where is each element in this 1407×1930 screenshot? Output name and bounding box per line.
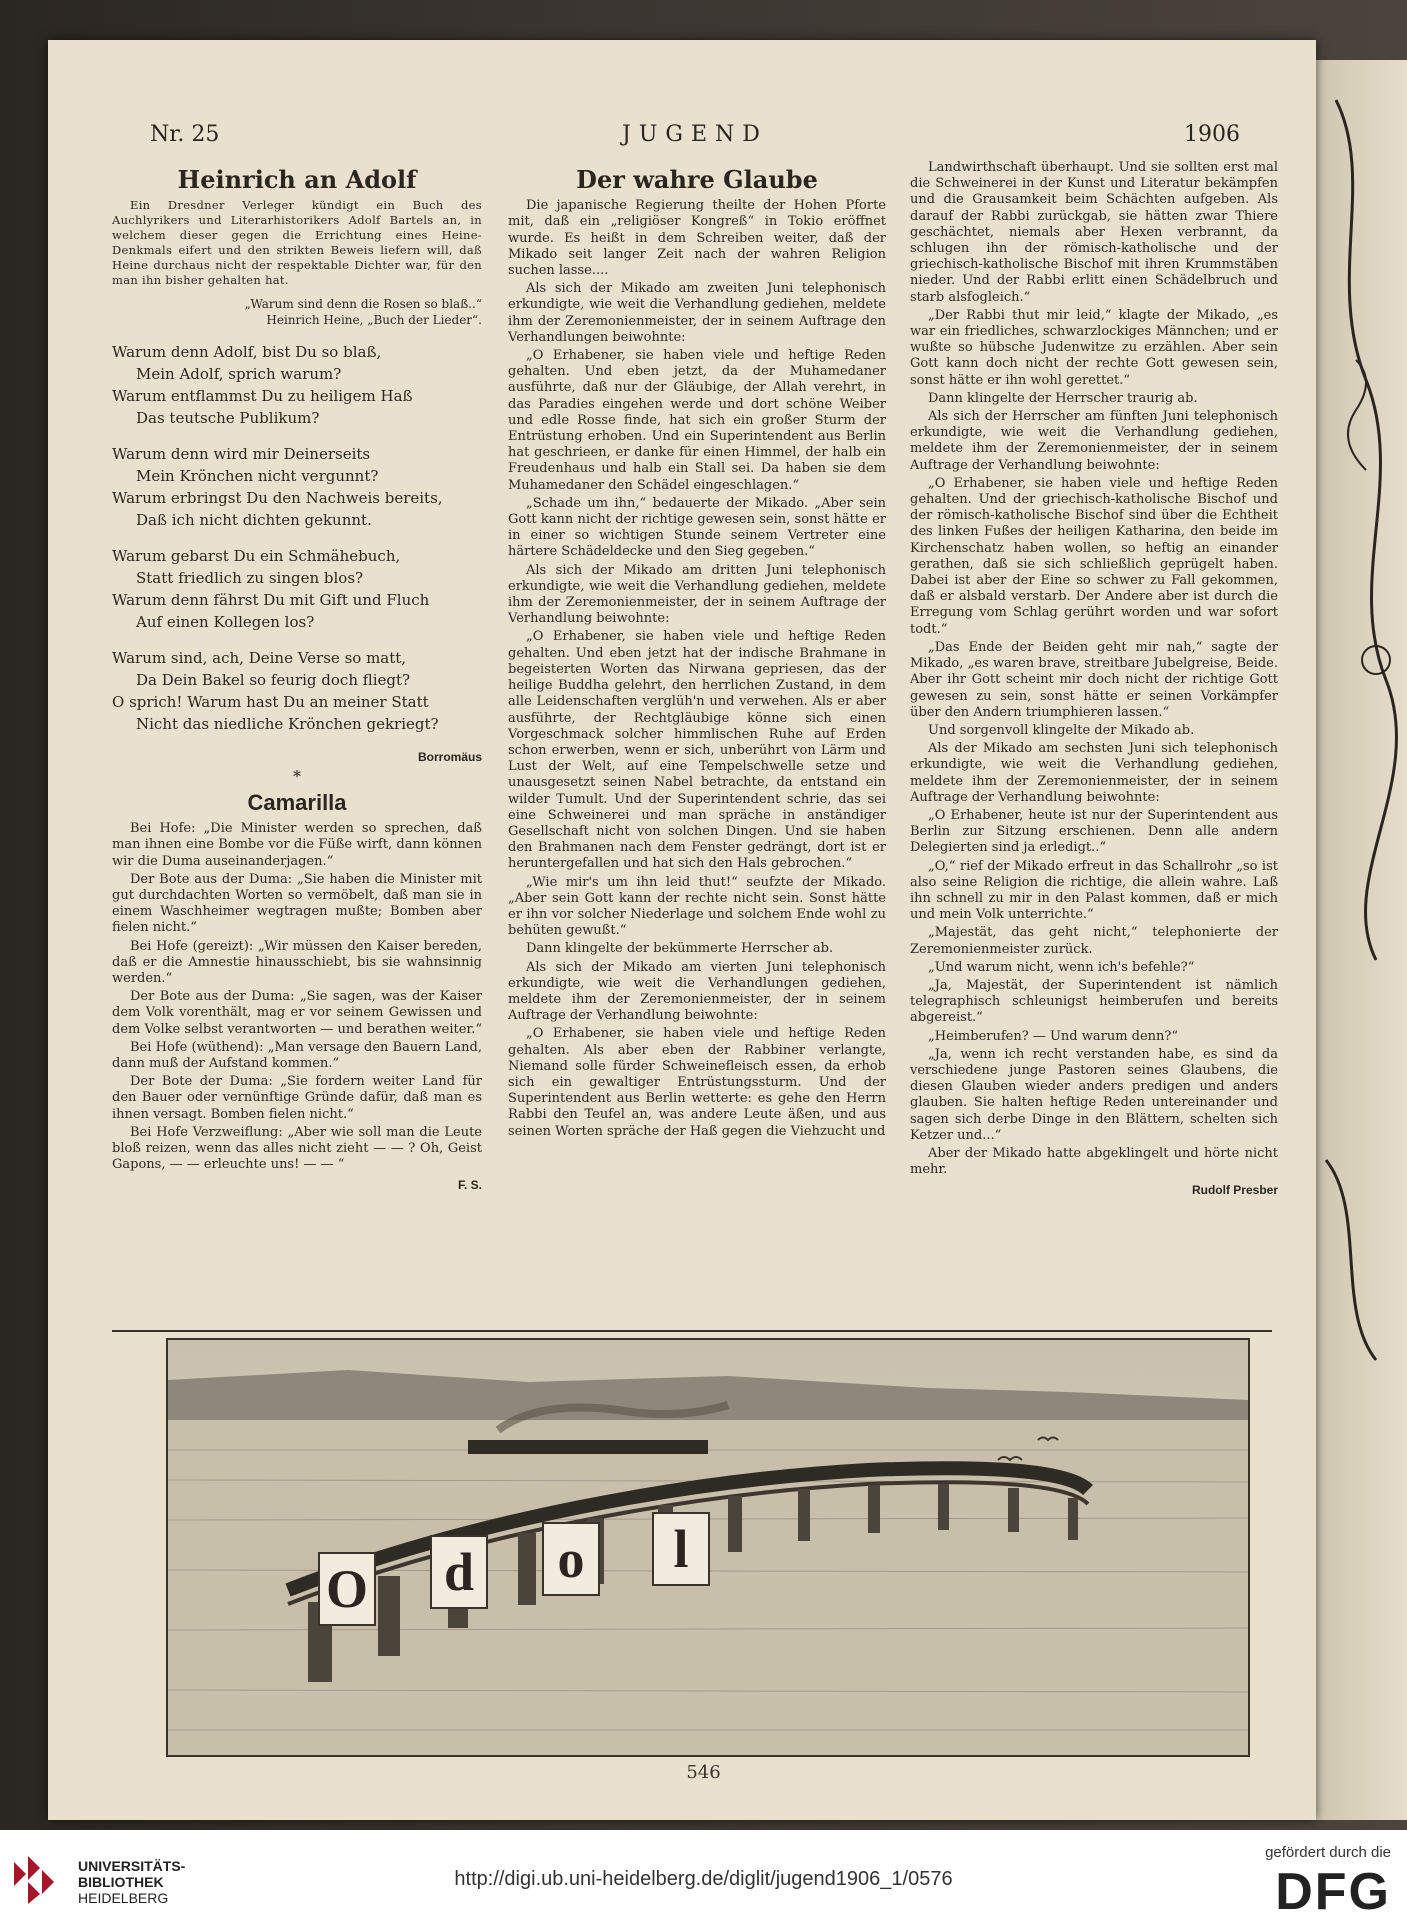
camarilla-title: Camarilla (247, 790, 347, 816)
paragraph: Bei Hofe: „Die Minister werden so sprechen, daß man ihnen eine Bombe vor die Füße wirft, dann können wir die Duma auseinanderjagen.“ (112, 821, 482, 869)
motto-source: Heinrich Heine, „Buch der Lieder“. (266, 313, 482, 328)
paragraph: „Schade um ihn,“ bedauerte der Mikado. „Aber sein Gott kann nicht der richtige gewesen sein, sonst hätte er in einer so wichtigen Stunde seinem Vertreter eine härtere Schädeldecke und den Sieg gegeben.“ (508, 495, 886, 560)
paragraph: „O Erhabener, sie haben viele und heftige Reden gehalten. Und eben jetzt hat der indische Brahmane in begeisterten Worten das Nirwana gepriesen, das der heilige Buddha gelehrt, den herrlichen Zustand, in dem alle Leidenschaften verglüh'n und verwehen. Als er aber ausführte, der Rechtgläubige könne sich einen Vorgeschmack solcher himmlischen Ruhe auf Erden schon erwerben, wenn er sich, unberührt von Lärm und Lust der Welt, auf eine Tempelschwelle setze und unausgesetzt seinen Nabel betrachte, da entstand ein wilder Tumult. Und der Superintendent schrie, das sei eine Schweinerei und man spräche in anständiger Gesellschaft nicht von solchen Dingen. Und sie haben den Brahmanen nach dem Fenster gedrängt, dort ist er heruntergefallen und hat sich den Hals gebrochen.“ (508, 629, 886, 872)
poem-stanza (112, 341, 482, 429)
paragraph: Dann klingelte der Herrscher traurig ab. (928, 390, 1198, 406)
footer-bar (0, 1830, 1407, 1930)
paragraph: Bei Hofe (gereizt): „Wir müssen den Kaiser bereden, daß er die Amnestie hinausschiebt, bis sie wahnsinnig werden.“ (112, 938, 482, 987)
article-title: Der wahre Glaube (576, 165, 818, 194)
magazine-title: JUGEND (622, 122, 768, 147)
paragraph: Bei Hofe (wüthend): „Man versage den Bauern Land, dann muß der Aufstand kommen.“ (112, 1039, 482, 1072)
paragraph: Die japanische Regierung theilte der Hohen Pforte mit, daß ein „religiöser Kongreß“ in Tokio eröffnet wurde. Es heißt in dem Schreiben weiter, daß der Mikado seit langer Zeit nach der wahren Religion suchen lasse.... (508, 198, 886, 279)
section-rule (112, 1330, 1272, 1332)
paragraph: „O Erhabener, sie haben viele und heftige Reden gehalten. Und der griechisch-katholische Bischof und der römisch-katholische Bischof sind über die Echtheit des linken Fußes der heiligen Katharina, den beide im Kirchenschatz haben wollen, so heftig an einander gerathen, daß sie sich schließlich geprügelt haben. Dabei ist aber der Eine so schwer zu Fall gekommen, daß er alsbald verstarb. Der Andere aber ist durch die Erregung vom Schlag gerührt worden und war sofort todt.“ (910, 475, 1278, 637)
paragraph: Aber der Mikado hatte abgeklingelt und hörte nicht mehr. (910, 1145, 1278, 1178)
paragraph: Bei Hofe Verzweiflung: „Aber wie soll man die Leute bloß reizen, wenn das alles nicht zieht — — ? Oh, Geist Gapons, — — erleuchte uns! — — “ (112, 1124, 482, 1173)
dfg-logo: DFG (1275, 1863, 1391, 1921)
camarilla-body (112, 821, 482, 1173)
poem-intro: Ein Dresdner Verleger kündigt ein Buch des Auchlyrikers und Literarhistorikers Adolf Bartels an, in welchem dieser gegen die Errichtung eines Heine-Denkmals eifert und den strikten Beweis liefern will, daß Heine durchaus nicht der respektable Dichter war, für den man ihn bisher gehalten hat. (112, 198, 482, 288)
poem-signature: Borromäus (417, 749, 482, 764)
poem-line: Statt friedlich zu singen blos? (136, 568, 364, 587)
paragraph: Der Bote der Duma: „Sie fordern weiter Land für den Bauer oder vernünftige Gründe dafür, daß man es ihnen versagt. Bomben fielen nicht.“ (112, 1074, 482, 1122)
poem-line: Das teutsche Publikum? (136, 408, 320, 427)
poem-line: Warum entflammst Du zu heiligem Haß (112, 386, 413, 405)
paragraph: „Das Ende der Beiden geht mir nah,“ sagte der Mikado, „es waren brave, streitbare Jubelgreise, Beide. Aber ihr Gott scheint mir doch nicht der richtige Gott gewesen zu sein, sonst hätte er seinen Vorkämpfer über den Andern triumphieren lassen.“ (910, 639, 1278, 720)
paragraph: „O Erhabener, sie haben viele und heftige Reden gehalten. Als aber eben der Rabbiner verlangte, Niemand solle fürder Schweinefleisch essen, da erhob sich ein gewaltiger Entrüstungssturm. Und der Superintendent aus Berlin wetterte: es gehe den Herrn Rabbi den Teufel an, was andere Leute äßen, und aus seinen Worten spräche der Haß gegen die Viehzucht und (508, 1026, 886, 1139)
poem-line: Warum gebarst Du ein Schmähebuch, (112, 546, 401, 565)
poem-stanza (112, 647, 482, 735)
paragraph: „Ja, wenn ich recht verstanden habe, es sind da verschiedene junge Pastoren seines Glaubens, die diesen Glauben wieder anders predigen und anders glauben. Sie halten heftige Reden untereinander und sagen sich derbe Dinge in den Blättern, schelten sich Ketzer und...“ (910, 1046, 1278, 1143)
odol-advertisement (166, 1338, 1250, 1757)
poem-title: Heinrich an Adolf (177, 165, 417, 194)
paragraph: Als sich der Mikado am dritten Juni telephonisch erkundigte, wie weit die Verhandlung gediehen, meldete ihm der Zeremonienmeister, der in seinem Auftrage der Verhandlung beiwohnte: (508, 562, 886, 627)
year: 1906 (1184, 122, 1240, 147)
poem-stanza (112, 545, 482, 633)
paragraph: Als sich der Herrscher am fünften Juni telephonisch erkundigte, wie weit die Verhandlung gediehen, meldete ihm der Zeremonienmeister, der in seinem Auftrage der Verhandlung beiwohnte: (910, 409, 1278, 473)
library-line-2: BIBLIOTHEK (78, 1874, 164, 1890)
page-number: 546 (686, 1762, 721, 1783)
next-page-edge (1316, 60, 1407, 1820)
poem-stanzas (112, 341, 482, 735)
poem-stanza (112, 443, 482, 531)
poem-line: Warum sind, ach, Deine Verse so matt, (112, 648, 407, 667)
paragraph: Dann klingelte der bekümmerte Herrscher ab. (526, 941, 834, 957)
poem-line: Warum denn wird mir Deinerseits (112, 444, 371, 463)
odol-letter-block: o (542, 1522, 600, 1596)
paragraph: „Wie mir's um ihn leid thut!“ seufzte der Mikado. „Aber sein Gott kann der rechte nicht sein. Sonst hätte er ihn vor solcher Niederlage und solchem Ende wohl zu behüten gewußt.“ (508, 874, 886, 939)
poem-line: Warum denn Adolf, bist Du so blaß, (112, 342, 382, 361)
permalink-url[interactable]: http://digi.ub.uni-heidelberg.de/diglit/jugend1906_1/0576 (454, 1868, 953, 1890)
column-3 (910, 160, 1278, 1201)
section-separator: * (293, 766, 301, 786)
poem-line: Warum erbringst Du den Nachweis bereits, (112, 488, 443, 507)
paragraph: Als der Mikado am sechsten Juni sich telephonisch erkundigte, wie weit die Verhandlung gediehen, meldete ihm der Zeremonienmeister, der in seinem Auftrage der Verhandlung beiwohnte: (910, 741, 1278, 805)
column-2 (508, 160, 886, 1142)
poem-line: Warum denn fährst Du mit Gift und Fluch (112, 590, 430, 609)
camarilla-signature: F. S. (457, 1178, 482, 1193)
paragraph: „O Erhabener, sie haben viele und heftige Reden gehalten. Und eben jetzt, da der Muhamedaner ausführte, daß nur der Gläubige, der Allah verehrt, in das Paradies eingehen werde und dort schöne Weiber und edle Rosse finde, hat sich ein großer Sturm der Entrüstung erhoben. Und ein Superintendent aus Berlin hat geschrieen, er danke für einen Himmel, der halb ein Freudenhaus und halb ein Stall sei. Da haben sie dem Muhamedaner den Schädel eingeschlagen.“ (508, 348, 886, 493)
issue-number: Nr. 25 (150, 122, 220, 147)
poem-line: Mein Krönchen nicht vergunnt? (136, 466, 379, 485)
column-1 (112, 160, 482, 1196)
paragraph: „Heimberufen? — Und warum denn?“ (928, 1028, 1179, 1044)
paragraph: „O,“ rief der Mikado erfreut in das Schallrohr „so ist also seine Religion die richtige, die allein wahre. Laß ihn schnell zu mir in den Palast kommen, daß er mich und mein Volk unterrichte.“ (910, 858, 1278, 923)
odol-letter-block: O (318, 1552, 376, 1626)
poem-line: O sprich! Warum hast Du an meiner Statt (112, 692, 429, 711)
paragraph: „Ja, Majestät, der Superintendent ist nämlich telegraphisch schleunigst heimberufen und bereits abgereist.“ (910, 977, 1278, 1026)
funding-label: gefördert durch die (1265, 1844, 1391, 1861)
paragraph: Als sich der Mikado am zweiten Juni telephonisch erkundigte, wie weit die Verhandlung gediehen, meldete ihm der Zeremonienmeister, der in seinem Auftrage den Verhandlungen beiwohnte: (508, 281, 886, 345)
article-signature: Rudolf Presber (1191, 1183, 1278, 1198)
library-line-1: UNIVERSITÄTS- (78, 1858, 186, 1874)
paragraph: „O Erhabener, heute ist nur der Superintendent aus Berlin zur Sitzung erschienen. Denn alle andern Delegierten sind ja erledigt..“ (910, 807, 1278, 856)
paragraph: „Majestät, das geht nicht,“ telephonierte der Zeremonienmeister zurück. (910, 925, 1278, 957)
odol-letter-block: d (430, 1535, 488, 1609)
paragraph: „Und warum nicht, wenn ich's befehle?“ (928, 959, 1195, 975)
paragraph: Der Bote aus der Duma: „Sie sagen, was der Kaiser dem Volk vorenthält, mag er vor seinem Gewissen und dem Volke selbst verantworten — und berathen weiter.“ (112, 989, 482, 1037)
poem-line: Auf einen Kollegen los? (136, 612, 315, 631)
odol-letter-block: l (652, 1512, 710, 1586)
article-body-part-1 (508, 198, 886, 1140)
paragraph: Und sorgenvoll klingelte der Mikado ab. (928, 722, 1195, 738)
poem-line: Daß ich nicht dichten gekunnt. (136, 510, 372, 529)
paragraph: „Der Rabbi thut mir leid,“ klagte der Mikado, „es war ein friedliches, schwarzlockiges Männchen; und er wußte so hübsche Judenwitze zu erzählen. Aber sein Gott kann doch nicht der rechte Gott gewesen sein, sonst hätte er ihn wohl gerettet.“ (910, 307, 1278, 388)
poem-line: Mein Adolf, sprich warum? (136, 364, 342, 383)
poem-motto (112, 296, 482, 328)
next-page-illustration (1316, 60, 1407, 1820)
poem-line: Nicht das niedliche Krönchen gekriegt? (136, 714, 439, 733)
page-header (150, 122, 1240, 152)
paragraph: Der Bote aus der Duma: „Sie haben die Minister mit gut durchdachten Worten so vermöbelt, daß man sie in einem Waschheimer wegtragen mußte; Bomben aber fielen nicht.“ (112, 871, 482, 936)
poem-line: Da Dein Bakel so feurig doch fliegt? (136, 670, 411, 689)
paragraph: Als sich der Mikado am vierten Juni telephonisch erkundigte, wie weit die Verhandlungen gediehen, meldete ihm der Zeremonienmeister, der in seinem Auftrage der Verhandlung beiwohnte: (508, 959, 886, 1024)
paragraph: Landwirthschaft überhaupt. Und sie sollten erst mal die Schweinerei in der Kunst und Literatur bekämpfen und die Grausamkeit beim Schächten aufgeben. Als darauf der Rabbi zurückgab, sie hätten zwar Thiere geschächtet, niemals aber Hexen verbrannt, da schlugen ihn der römisch-katholische und der griechisch-katholische Bischof mit ihren Krummstäben nieder. Und der Rabbi erlitt einen Schädelbruch und starb alsfogleich.“ (910, 160, 1278, 305)
article-body-part-2 (910, 160, 1278, 1178)
library-line-3: HEIDELBERG (78, 1890, 169, 1906)
motto-quote: „Warum sind denn die Rosen so blaß..“ (244, 297, 482, 312)
